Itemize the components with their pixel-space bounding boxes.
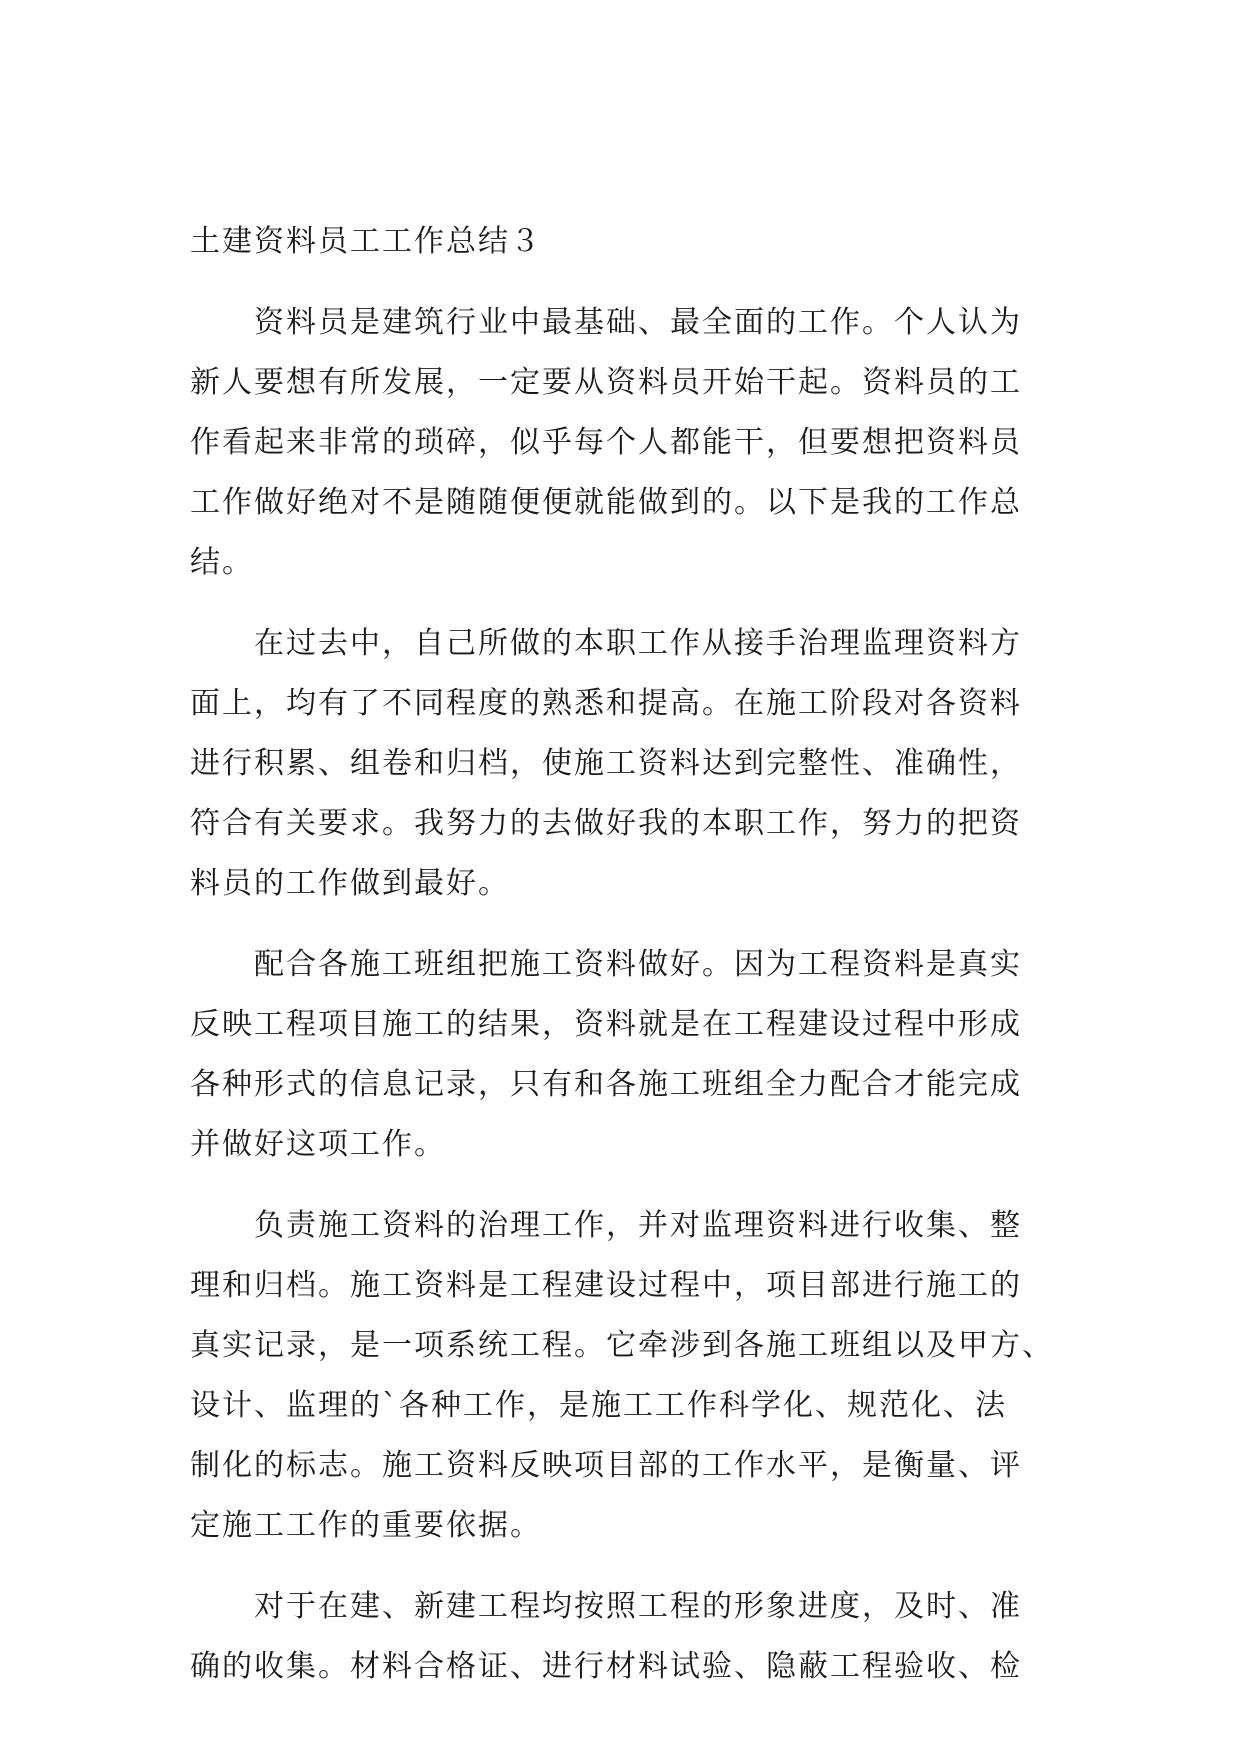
paragraph-line: 面上，均有了不同程度的熟悉和提高。在施工阶段对各资料 — [190, 686, 1022, 721]
document-body — [190, 212, 1052, 1697]
paragraph-line: 真实记录，是一项系统工程。它牵涉到各施工班组以及甲方、 — [190, 1328, 1054, 1363]
paragraph-line: 反映工程项目施工的结果，资料就是在工程建设过程中形成 — [190, 1007, 1022, 1042]
paragraph-spacer — [190, 1556, 1052, 1577]
paragraph-spacer — [190, 914, 1052, 935]
paragraph-3 — [190, 935, 1052, 1175]
paragraph-line: 对于在建、新建工程均按照工程的形象进度，及时、准 — [254, 1589, 1022, 1624]
paragraph-line: 新人要想有所发展，一定要从资料员开始干起。资料员的工 — [190, 365, 1022, 400]
paragraph-4 — [190, 1196, 1052, 1556]
paragraph-line: 定施工工作的重要依据。 — [190, 1508, 542, 1543]
paragraph-spacer — [190, 272, 1052, 293]
paragraph-spacer — [190, 593, 1052, 614]
paragraph-line: 资料员是建筑行业中最基础、最全面的工作。个人认为 — [254, 305, 1022, 340]
paragraph-line: 负责施工资料的治理工作，并对监理资料进行收集、整 — [254, 1208, 1022, 1243]
paragraph-line: 进行积累、组卷和归档，使施工资料达到完整性、准确性， — [190, 746, 1022, 781]
paragraph-5 — [190, 1577, 1052, 1697]
paragraph-spacer — [190, 1175, 1052, 1196]
paragraph-line: 配合各施工班组把施工资料做好。因为工程资料是真实 — [254, 947, 1022, 982]
paragraph-2 — [190, 614, 1052, 914]
paragraph-line: 各种形式的信息记录，只有和各施工班组全力配合才能完成 — [190, 1067, 1022, 1102]
paragraph-line: 料员的工作做到最好。 — [190, 866, 510, 901]
paragraph-1 — [190, 293, 1052, 593]
paragraph-line: 结。 — [190, 545, 254, 580]
paragraph-line: 作看起来非常的琐碎，似乎每个人都能干，但要想把资料员 — [190, 425, 1022, 460]
paragraph-line: 在过去中，自己所做的本职工作从接手治理监理资料方 — [254, 626, 1022, 661]
paragraph-line: 并做好这项工作。 — [190, 1127, 446, 1162]
paragraph-line: 工作做好绝对不是随随便便就能做到的。以下是我的工作总 — [190, 485, 1022, 520]
paragraph-line: 符合有关要求。我努力的去做好我的本职工作，努力的把资 — [190, 806, 1022, 841]
document-title: 土建资料员工工作总结３ — [190, 224, 542, 259]
paragraph-line: 设计、监理的`各种工作，是施工工作科学化、规范化、法 — [190, 1388, 1007, 1423]
paragraph-line: 理和归档。施工资料是工程建设过程中，项目部进行施工的 — [190, 1268, 1022, 1303]
paragraph-line: 确的收集。材料合格证、进行材料试验、隐蔽工程验收、检 — [190, 1649, 1022, 1684]
paragraph-line: 制化的标志。施工资料反映项目部的工作水平，是衡量、评 — [190, 1448, 1022, 1483]
